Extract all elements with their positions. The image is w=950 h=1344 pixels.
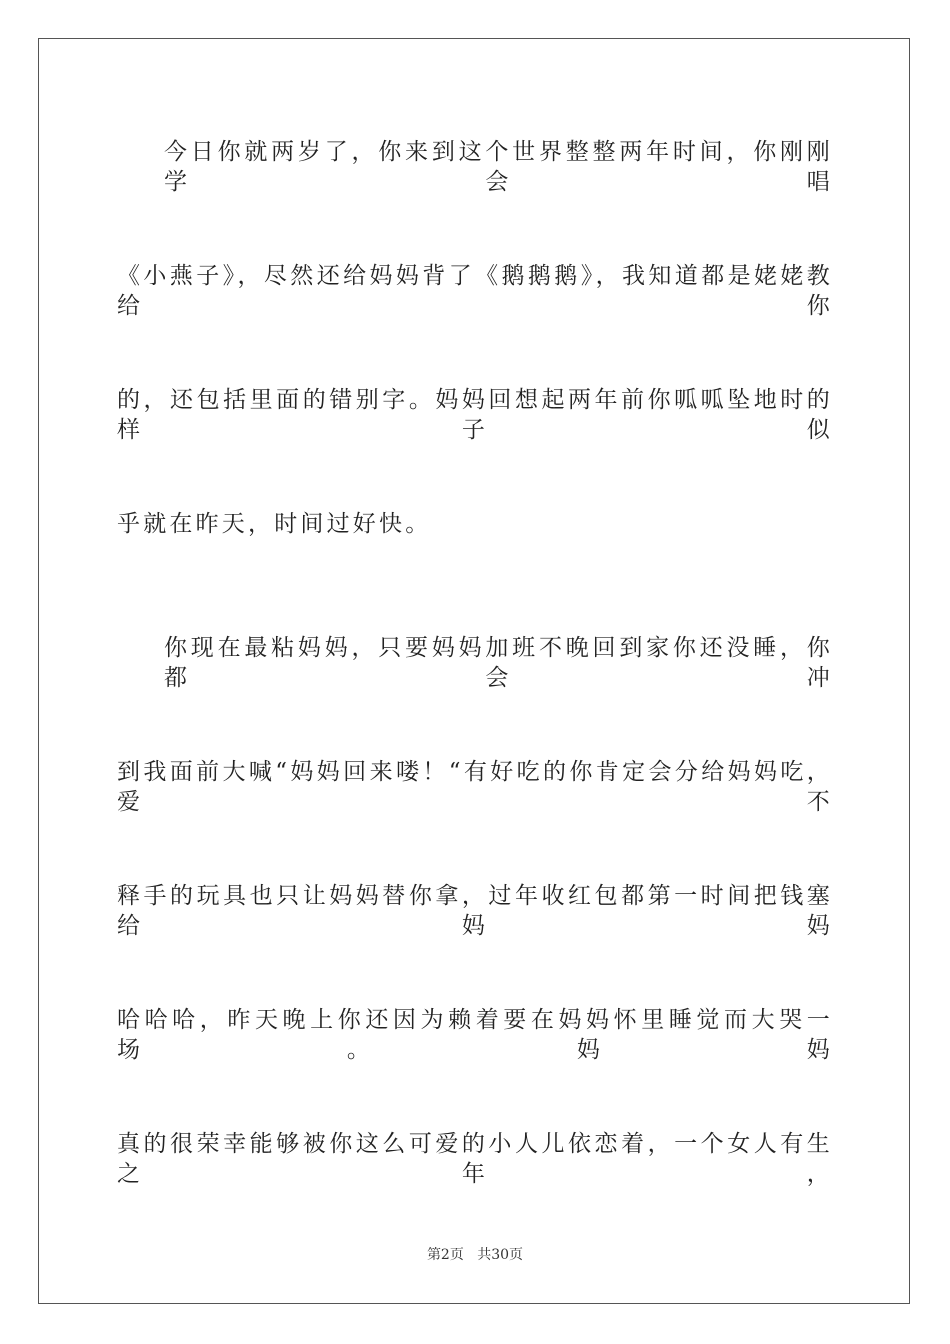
paragraph-1-line-3: 的，还包括里面的错别字。妈妈回想起两年前你呱呱坠地时的样子似 <box>117 387 833 443</box>
page-total: 共30页 <box>477 1247 524 1263</box>
page-footer <box>0 1246 950 1264</box>
paragraph-2-line-1: 你现在最粘妈妈，只要妈妈加班不晚回到家你还没睡，你都会冲 <box>164 635 833 691</box>
paragraph-1-line-4: 乎就在昨天，时间过好快。 <box>117 511 432 537</box>
paragraph-1-line-2: 《小燕子》，尽然还给妈妈背了《鹅鹅鹅》，我知道都是姥姥教给你 <box>117 263 833 319</box>
paragraph-2-line-4: 哈哈哈，昨天晚上你还因为赖着要在妈妈怀里睡觉而大哭一场。妈妈 <box>117 1007 833 1063</box>
paragraph-1-line-1: 今日你就两岁了，你来到这个世界整整两年时间，你刚刚学会唱 <box>164 139 833 195</box>
paragraph-2-line-3: 释手的玩具也只让妈妈替你拿，过年收红包都第一时间把钱塞给妈妈 <box>117 883 833 939</box>
paragraph-2-line-5: 真的很荣幸能够被你这么可爱的小人儿依恋着，一个女人有生之年， <box>117 1131 833 1187</box>
paragraph-2-line-2: 到我面前大喊“妈妈回来喽！“有好吃的你肯定会分给妈妈吃，爱不 <box>117 759 833 815</box>
page-number: 第2页 <box>426 1247 464 1263</box>
